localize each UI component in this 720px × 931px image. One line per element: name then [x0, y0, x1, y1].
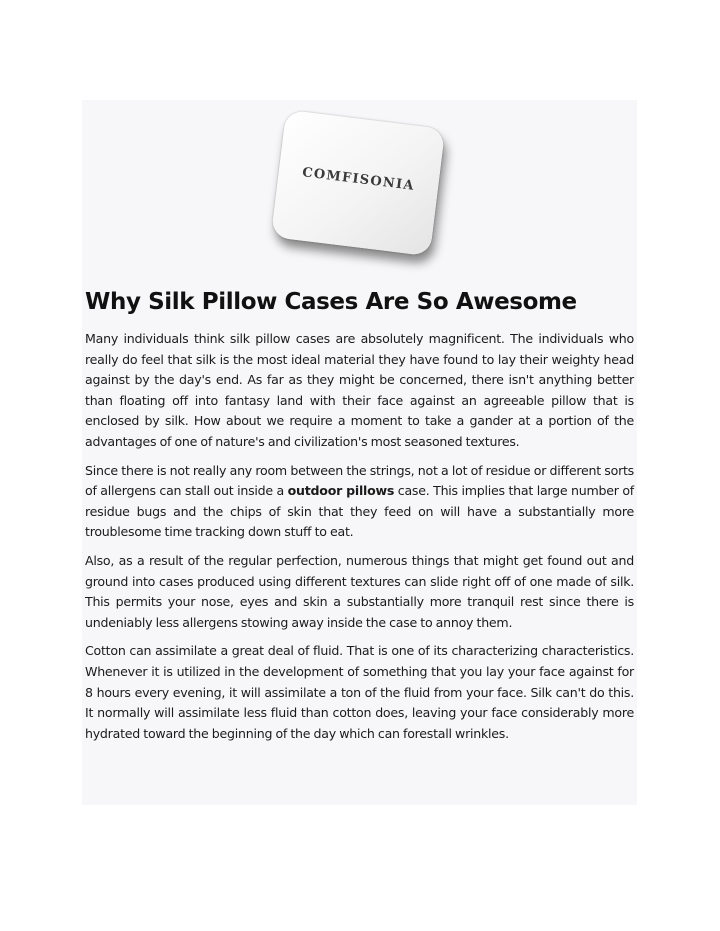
logo	[270, 115, 445, 260]
outdoor-pillows-link[interactable]: outdoor pillows	[287, 483, 395, 499]
paragraph-4: Cotton can assimilate a great deal of fluid. That is one of its characterizing characteristics. Whenever it is utilized in the development of something that you lay your face against for 8 hours every evening, it will assimilate a ton of the fluid from your face. Silk can't do this. It normally will assimilate less fluid than cotton does, leaving your face considerably more hydrated toward the beginning of the day which can forestall wrinkles.	[85, 643, 634, 741]
paragraph-2-text-after: case. This implies that large number of residue bugs and the chips of skin that they feed on will have a substantially more troublesome time tracking down stuff to eat.	[85, 483, 634, 540]
paragraph-1: Many individuals think silk pillow cases are absolutely magnificent. The individuals who really do feel that silk is the most ideal material they have found to lay their weighty head against by the day's end. As far as they might be concerned, there isn't anything better than floating off into fantasy land with their face against an agreeable pillow that is enclosed by silk. How about we require a moment to take a gander at a portion of the advantages of one of nature's and civilization's most seasoned textures.	[85, 331, 634, 449]
paragraph-2	[85, 461, 634, 543]
article	[85, 285, 634, 752]
paragraph-3: Also, as a result of the regular perfection, numerous things that might get found out and ground into cases produced using different textures can slide right off of one made of silk. This permits your nose, eyes and skin a substantially more tranquil rest since there is undeniably less allergens stowing away inside the case to annoy them.	[85, 552, 634, 630]
article-title: Why Silk Pillow Cases Are So Awesome	[85, 289, 577, 315]
logo-card	[271, 110, 445, 257]
paragraph-2-text-before: Since there is not really any room between the strings, not a lot of residue or different sorts of allergens can stall out inside a	[85, 462, 634, 499]
logo-text: COMFISONIA	[301, 165, 416, 194]
